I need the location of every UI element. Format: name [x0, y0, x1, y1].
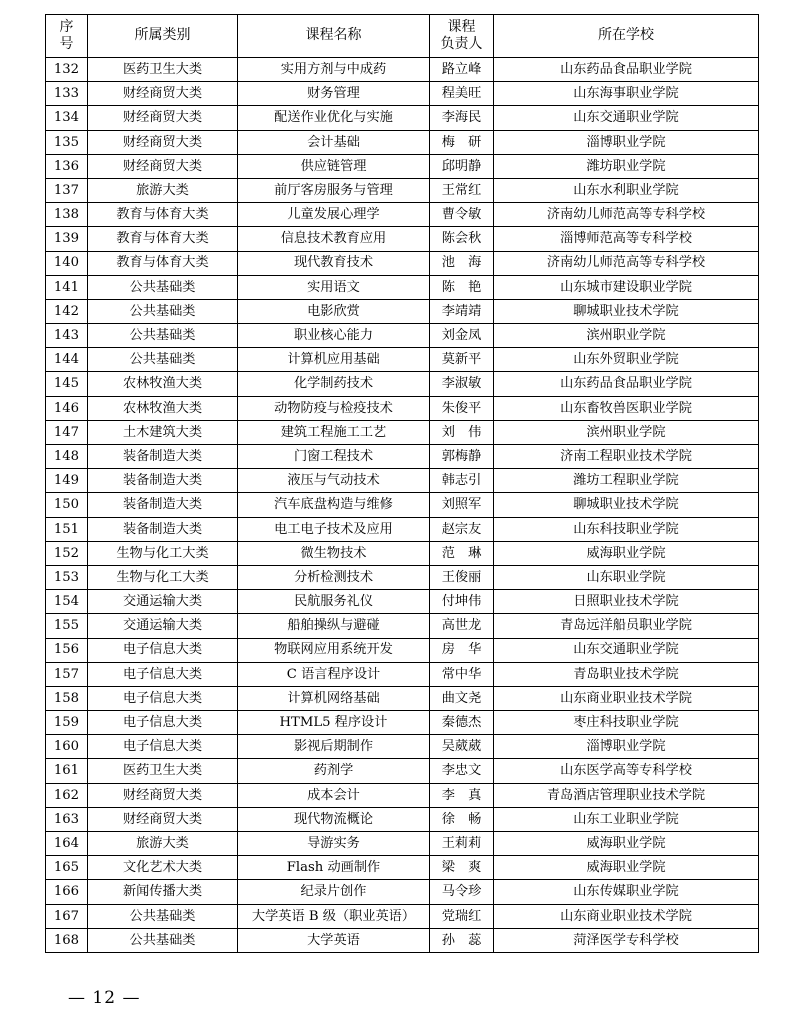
- cell-course-head: 曲文尧: [430, 686, 494, 710]
- cell-course-head: 高世龙: [430, 614, 494, 638]
- cell-school: 山东水利职业学院: [494, 178, 759, 202]
- table-row: [46, 759, 759, 783]
- cell-school: 山东海事职业学院: [494, 82, 759, 106]
- table-row: [46, 154, 759, 178]
- cell-course-name: 分析检测技术: [238, 565, 430, 589]
- cell-school: 济南幼儿师范高等专科学校: [494, 203, 759, 227]
- header-school: 所在学校: [494, 15, 759, 58]
- cell-serial-number: 149: [46, 469, 88, 493]
- cell-course-head: 李忠文: [430, 759, 494, 783]
- cell-serial-number: 136: [46, 154, 88, 178]
- cell-school: 聊城职业技术学院: [494, 493, 759, 517]
- cell-course-name: 纪录片创作: [238, 880, 430, 904]
- table-row: [46, 638, 759, 662]
- cell-school: 青岛职业技术学院: [494, 662, 759, 686]
- cell-course-name: 大学英语 B 级（职业英语）: [238, 904, 430, 928]
- table-row: [46, 590, 759, 614]
- cell-school: 枣庄科技职业学院: [494, 711, 759, 735]
- cell-school: 日照职业技术学院: [494, 590, 759, 614]
- cell-school: 潍坊职业学院: [494, 154, 759, 178]
- cell-course-head: 梁 爽: [430, 856, 494, 880]
- cell-category: 财经商贸大类: [88, 783, 238, 807]
- cell-course-head: 王俊丽: [430, 565, 494, 589]
- cell-course-head: 孙 蕊: [430, 928, 494, 952]
- cell-course-head: 韩志引: [430, 469, 494, 493]
- cell-serial-number: 148: [46, 445, 88, 469]
- cell-course-head: 王常红: [430, 178, 494, 202]
- cell-school: 山东城市建设职业学院: [494, 275, 759, 299]
- cell-school: 滨州职业学院: [494, 420, 759, 444]
- cell-school: 山东传媒职业学院: [494, 880, 759, 904]
- cell-school: 山东交通职业学院: [494, 638, 759, 662]
- cell-course-head: 刘 伟: [430, 420, 494, 444]
- table-row: [46, 662, 759, 686]
- cell-course-name: 大学英语: [238, 928, 430, 952]
- cell-category: 财经商贸大类: [88, 106, 238, 130]
- header-course-name: 课程名称: [238, 15, 430, 58]
- cell-serial-number: 139: [46, 227, 88, 251]
- table-row: [46, 372, 759, 396]
- cell-course-head: 李淑敏: [430, 372, 494, 396]
- cell-serial-number: 132: [46, 58, 88, 82]
- cell-school: 济南幼儿师范高等专科学校: [494, 251, 759, 275]
- table-row: [46, 493, 759, 517]
- cell-category: 公共基础类: [88, 324, 238, 348]
- table-header: [46, 15, 759, 58]
- table-row: [46, 445, 759, 469]
- cell-course-name: 导游实务: [238, 832, 430, 856]
- cell-serial-number: 157: [46, 662, 88, 686]
- cell-course-head: 梅 研: [430, 130, 494, 154]
- header-row: [46, 15, 759, 58]
- table-row: [46, 203, 759, 227]
- cell-course-head: 房 华: [430, 638, 494, 662]
- cell-category: 财经商贸大类: [88, 807, 238, 831]
- cell-course-name: 民航服务礼仪: [238, 590, 430, 614]
- cell-category: 装备制造大类: [88, 469, 238, 493]
- cell-course-name: 实用语文: [238, 275, 430, 299]
- header-category: 所属类别: [88, 15, 238, 58]
- cell-category: 教育与体育大类: [88, 251, 238, 275]
- table-row: [46, 58, 759, 82]
- cell-school: 山东交通职业学院: [494, 106, 759, 130]
- header-serial-number: 序 号: [46, 15, 88, 58]
- cell-serial-number: 153: [46, 565, 88, 589]
- cell-course-head: 刘照军: [430, 493, 494, 517]
- cell-category: 医药卫生大类: [88, 759, 238, 783]
- cell-serial-number: 160: [46, 735, 88, 759]
- table-row: [46, 348, 759, 372]
- cell-course-name: 化学制药技术: [238, 372, 430, 396]
- cell-category: 旅游大类: [88, 832, 238, 856]
- cell-serial-number: 166: [46, 880, 88, 904]
- cell-category: 财经商贸大类: [88, 130, 238, 154]
- cell-course-name: 动物防疫与检疫技术: [238, 396, 430, 420]
- cell-serial-number: 165: [46, 856, 88, 880]
- cell-serial-number: 142: [46, 299, 88, 323]
- cell-category: 电子信息大类: [88, 735, 238, 759]
- cell-category: 交通运输大类: [88, 590, 238, 614]
- cell-course-head: 徐 畅: [430, 807, 494, 831]
- cell-course-name: 电工电子技术及应用: [238, 517, 430, 541]
- cell-course-name: 财务管理: [238, 82, 430, 106]
- cell-course-head: 曹令敏: [430, 203, 494, 227]
- cell-course-name: 信息技术教育应用: [238, 227, 430, 251]
- cell-school: 山东药品食品职业学院: [494, 372, 759, 396]
- cell-category: 交通运输大类: [88, 614, 238, 638]
- cell-serial-number: 140: [46, 251, 88, 275]
- cell-category: 旅游大类: [88, 178, 238, 202]
- table-row: [46, 469, 759, 493]
- cell-course-head: 王莉莉: [430, 832, 494, 856]
- table-row: [46, 711, 759, 735]
- cell-course-name: Flash 动画制作: [238, 856, 430, 880]
- cell-school: 威海职业学院: [494, 856, 759, 880]
- table-row: [46, 928, 759, 952]
- cell-school: 山东畜牧兽医职业学院: [494, 396, 759, 420]
- cell-category: 公共基础类: [88, 904, 238, 928]
- cell-serial-number: 152: [46, 541, 88, 565]
- cell-category: 财经商贸大类: [88, 154, 238, 178]
- page-number: — 12 —: [68, 988, 141, 1008]
- cell-school: 山东职业学院: [494, 565, 759, 589]
- cell-category: 教育与体育大类: [88, 227, 238, 251]
- cell-school: 山东科技职业学院: [494, 517, 759, 541]
- table-row: [46, 614, 759, 638]
- cell-course-name: 药剂学: [238, 759, 430, 783]
- table-row: [46, 880, 759, 904]
- cell-school: 山东医学高等专科学校: [494, 759, 759, 783]
- cell-course-name: 影视后期制作: [238, 735, 430, 759]
- cell-school: 淄博职业学院: [494, 130, 759, 154]
- cell-course-head: 郭梅静: [430, 445, 494, 469]
- cell-course-head: 常中华: [430, 662, 494, 686]
- cell-course-name: 建筑工程施工工艺: [238, 420, 430, 444]
- cell-course-name: 计算机网络基础: [238, 686, 430, 710]
- cell-serial-number: 144: [46, 348, 88, 372]
- cell-school: 青岛酒店管理职业技术学院: [494, 783, 759, 807]
- cell-course-head: 李靖靖: [430, 299, 494, 323]
- cell-serial-number: 168: [46, 928, 88, 952]
- table-row: [46, 541, 759, 565]
- cell-course-head: 路立峰: [430, 58, 494, 82]
- cell-category: 装备制造大类: [88, 493, 238, 517]
- cell-serial-number: 138: [46, 203, 88, 227]
- cell-serial-number: 163: [46, 807, 88, 831]
- cell-school: 威海职业学院: [494, 832, 759, 856]
- cell-category: 公共基础类: [88, 299, 238, 323]
- cell-course-name: 现代教育技术: [238, 251, 430, 275]
- cell-course-head: 马令珍: [430, 880, 494, 904]
- course-table: [45, 14, 759, 953]
- cell-category: 农林牧渔大类: [88, 396, 238, 420]
- cell-serial-number: 151: [46, 517, 88, 541]
- cell-course-head: 范 琳: [430, 541, 494, 565]
- cell-course-head: 党瑞红: [430, 904, 494, 928]
- cell-course-head: 李海民: [430, 106, 494, 130]
- cell-serial-number: 146: [46, 396, 88, 420]
- table-row: [46, 396, 759, 420]
- cell-category: 装备制造大类: [88, 517, 238, 541]
- cell-serial-number: 137: [46, 178, 88, 202]
- table-row: [46, 324, 759, 348]
- cell-course-name: C 语言程序设计: [238, 662, 430, 686]
- cell-course-name: 现代物流概论: [238, 807, 430, 831]
- cell-category: 公共基础类: [88, 275, 238, 299]
- cell-course-name: 实用方剂与中成药: [238, 58, 430, 82]
- cell-category: 电子信息大类: [88, 711, 238, 735]
- cell-course-name: 供应链管理: [238, 154, 430, 178]
- cell-category: 电子信息大类: [88, 638, 238, 662]
- cell-category: 装备制造大类: [88, 445, 238, 469]
- cell-school: 潍坊工程职业学院: [494, 469, 759, 493]
- cell-serial-number: 150: [46, 493, 88, 517]
- cell-school: 滨州职业学院: [494, 324, 759, 348]
- cell-serial-number: 164: [46, 832, 88, 856]
- cell-course-name: HTML5 程序设计: [238, 711, 430, 735]
- cell-category: 农林牧渔大类: [88, 372, 238, 396]
- table-row: [46, 735, 759, 759]
- cell-course-name: 职业核心能力: [238, 324, 430, 348]
- cell-category: 文化艺术大类: [88, 856, 238, 880]
- cell-school: 聊城职业技术学院: [494, 299, 759, 323]
- table-row: [46, 275, 759, 299]
- cell-serial-number: 156: [46, 638, 88, 662]
- cell-course-name: 电影欣赏: [238, 299, 430, 323]
- table-row: [46, 106, 759, 130]
- cell-school: 淄博师范高等专科学校: [494, 227, 759, 251]
- cell-course-head: 莫新平: [430, 348, 494, 372]
- cell-course-name: 汽车底盘构造与维修: [238, 493, 430, 517]
- cell-category: 财经商贸大类: [88, 82, 238, 106]
- table-row: [46, 251, 759, 275]
- cell-category: 教育与体育大类: [88, 203, 238, 227]
- table-row: [46, 856, 759, 880]
- cell-course-name: 计算机应用基础: [238, 348, 430, 372]
- cell-course-name: 微生物技术: [238, 541, 430, 565]
- cell-course-name: 门窗工程技术: [238, 445, 430, 469]
- cell-course-name: 成本会计: [238, 783, 430, 807]
- cell-serial-number: 167: [46, 904, 88, 928]
- cell-serial-number: 133: [46, 82, 88, 106]
- cell-serial-number: 135: [46, 130, 88, 154]
- cell-course-head: 池 海: [430, 251, 494, 275]
- cell-course-name: 前厅客房服务与管理: [238, 178, 430, 202]
- table-row: [46, 517, 759, 541]
- cell-course-head: 秦德杰: [430, 711, 494, 735]
- cell-school: 山东药品食品职业学院: [494, 58, 759, 82]
- cell-course-name: 配送作业优化与实施: [238, 106, 430, 130]
- cell-serial-number: 141: [46, 275, 88, 299]
- cell-serial-number: 158: [46, 686, 88, 710]
- cell-category: 公共基础类: [88, 348, 238, 372]
- cell-course-name: 会计基础: [238, 130, 430, 154]
- cell-school: 威海职业学院: [494, 541, 759, 565]
- cell-category: 医药卫生大类: [88, 58, 238, 82]
- cell-school: 青岛远洋船员职业学院: [494, 614, 759, 638]
- table-body: [46, 58, 759, 953]
- cell-serial-number: 145: [46, 372, 88, 396]
- cell-category: 新闻传播大类: [88, 880, 238, 904]
- cell-course-name: 物联网应用系统开发: [238, 638, 430, 662]
- table-row: [46, 686, 759, 710]
- cell-school: 山东工业职业学院: [494, 807, 759, 831]
- cell-course-head: 陈会秋: [430, 227, 494, 251]
- table-row: [46, 130, 759, 154]
- cell-course-name: 船舶操纵与避碰: [238, 614, 430, 638]
- cell-course-head: 李 真: [430, 783, 494, 807]
- table-row: [46, 420, 759, 444]
- cell-course-head: 付坤伟: [430, 590, 494, 614]
- cell-school: 山东商业职业技术学院: [494, 904, 759, 928]
- cell-serial-number: 155: [46, 614, 88, 638]
- cell-category: 生物与化工大类: [88, 565, 238, 589]
- cell-course-head: 程美旺: [430, 82, 494, 106]
- table-row: [46, 904, 759, 928]
- table-row: [46, 783, 759, 807]
- cell-category: 电子信息大类: [88, 662, 238, 686]
- cell-serial-number: 161: [46, 759, 88, 783]
- table-row: [46, 299, 759, 323]
- cell-serial-number: 143: [46, 324, 88, 348]
- cell-school: 山东商业职业技术学院: [494, 686, 759, 710]
- cell-category: 公共基础类: [88, 928, 238, 952]
- cell-course-head: 赵宗友: [430, 517, 494, 541]
- cell-course-head: 吴葳葳: [430, 735, 494, 759]
- cell-school: 菏泽医学专科学校: [494, 928, 759, 952]
- cell-course-head: 朱俊平: [430, 396, 494, 420]
- cell-school: 山东外贸职业学院: [494, 348, 759, 372]
- cell-course-name: 儿童发展心理学: [238, 203, 430, 227]
- table-row: [46, 565, 759, 589]
- cell-school: 淄博职业学院: [494, 735, 759, 759]
- cell-category: 土木建筑大类: [88, 420, 238, 444]
- cell-serial-number: 162: [46, 783, 88, 807]
- table-row: [46, 807, 759, 831]
- cell-school: 济南工程职业技术学院: [494, 445, 759, 469]
- cell-course-head: 邱明静: [430, 154, 494, 178]
- table-row: [46, 178, 759, 202]
- table-row: [46, 227, 759, 251]
- cell-course-head: 刘金凤: [430, 324, 494, 348]
- cell-course-head: 陈 艳: [430, 275, 494, 299]
- table-row: [46, 82, 759, 106]
- cell-serial-number: 134: [46, 106, 88, 130]
- cell-course-name: 液压与气动技术: [238, 469, 430, 493]
- cell-category: 生物与化工大类: [88, 541, 238, 565]
- table-row: [46, 832, 759, 856]
- cell-serial-number: 147: [46, 420, 88, 444]
- cell-serial-number: 159: [46, 711, 88, 735]
- cell-category: 电子信息大类: [88, 686, 238, 710]
- cell-serial-number: 154: [46, 590, 88, 614]
- header-course-head: 课程 负责人: [430, 15, 494, 58]
